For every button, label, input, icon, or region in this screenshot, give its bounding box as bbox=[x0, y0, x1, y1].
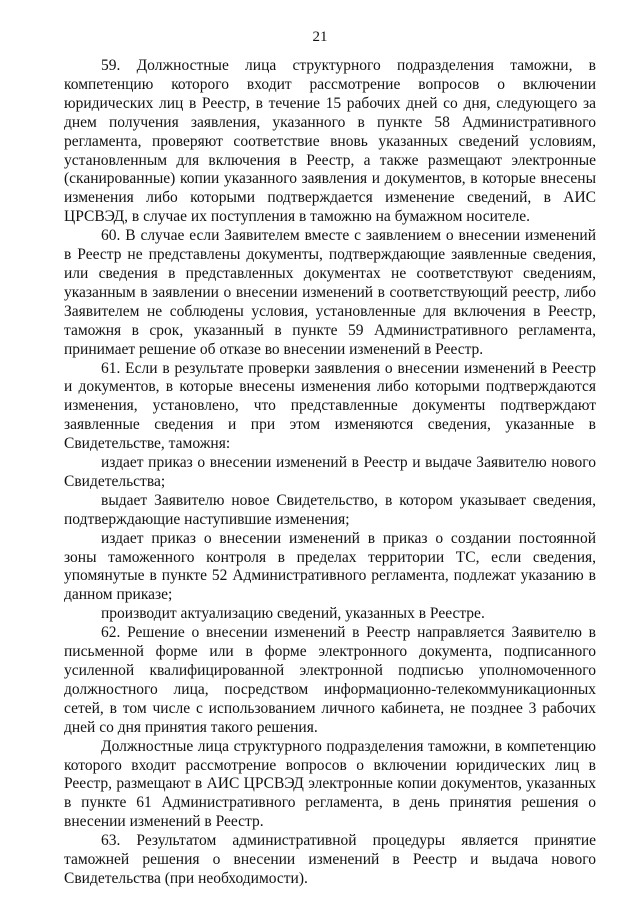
paragraph-62: 62. Решение о внесении изменений в Реестр направляется Заявителю в письменной форме или в форме электронного документа, подписанного усиленной квалифицированной электронной подписью уполномоченного должностного лица, посредством информационно-телекоммуникационных сетей, в том числе с использованием личного кабинета, не позднее 3 рабочих дней со дня принятия такого решения. bbox=[64, 624, 596, 736]
page-number: 21 bbox=[312, 29, 328, 45]
paragraph-61: 61. Если в результате проверки заявления о внесении изменений в Реестр и документов, в которые внесены изменения либо которыми подтверждаются изменения, установлено, что представленные документы подтверждают заявленные сведения и при этом изменяются сведения, указанные в Свидетельстве, таможня: bbox=[64, 359, 596, 453]
paragraph-61-item-issue-certificate: выдает Заявителю новое Свидетельство, в котором указывает сведения, подтверждающие наступившие изменения; bbox=[64, 491, 596, 528]
paragraph-61-item-amend-order: издает приказ о внесении изменений в приказ о создании постоянной зоны таможенного контроля в пределах территории ТС, если сведения, упомянутые в пункте 52 Административного регламента, подлежат указанию в данном приказе; bbox=[64, 529, 596, 604]
paragraph-59: 59. Должностные лица структурного подразделения таможни, в компетенцию которого входит рассмотрение вопросов о включении юридических лиц в Реестр, в течение 15 рабочих дней со дня, следующего за днем получения заявления, указанного в пункте 58 Административного регламента, проверяют соответствие вновь указанных сведений условиям, установленным для включения в Реестр, а также размещают электронные (сканированные) копии указанного заявления и документов, в которые внесены изменения либо которыми подтверждается изменение сведений, в АИС ЦРСВЭД, в случае их поступления в таможню на бумажном носителе. bbox=[64, 57, 596, 226]
paragraph-62-officials: Должностные лица структурного подразделения таможни, в компетенцию которого входит рассмотрение вопросов о включении юридических лиц в Реестр, размещают в АИС ЦРСВЭД электронные копии документов, указанных в пункте 61 Административного регламента, в день принятия решения о внесении изменений в Реестр. bbox=[64, 737, 596, 831]
paragraph-63: 63. Результатом административной процедуры является принятие таможней решения о внесении изменений в Реестр и выдача нового Свидетельства (при необходимости). bbox=[64, 832, 596, 887]
paragraph-61-item-update-register: производит актуализацию сведений, указанных в Реестре. bbox=[101, 605, 485, 623]
document-body bbox=[64, 57, 596, 889]
paragraph-60: 60. В случае если Заявителем вместе с заявлением о внесении изменений в Реестр не представлены документы, подтверждающие заявленные сведения, или сведения в представленных документах не соответствуют сведениям, указанным в заявлении о внесении изменений в соответствующий реестр, либо Заявителем не соблюдены условия, установленные для включения в Реестр, таможня в срок, указанный в пункте 59 Административного регламента, принимает решение об отказе во внесении изменений в Реестр. bbox=[64, 227, 596, 358]
paragraph-61-item-order: издает приказ о внесении изменений в Реестр и выдаче Заявителю нового Свидетельства; bbox=[64, 454, 596, 490]
